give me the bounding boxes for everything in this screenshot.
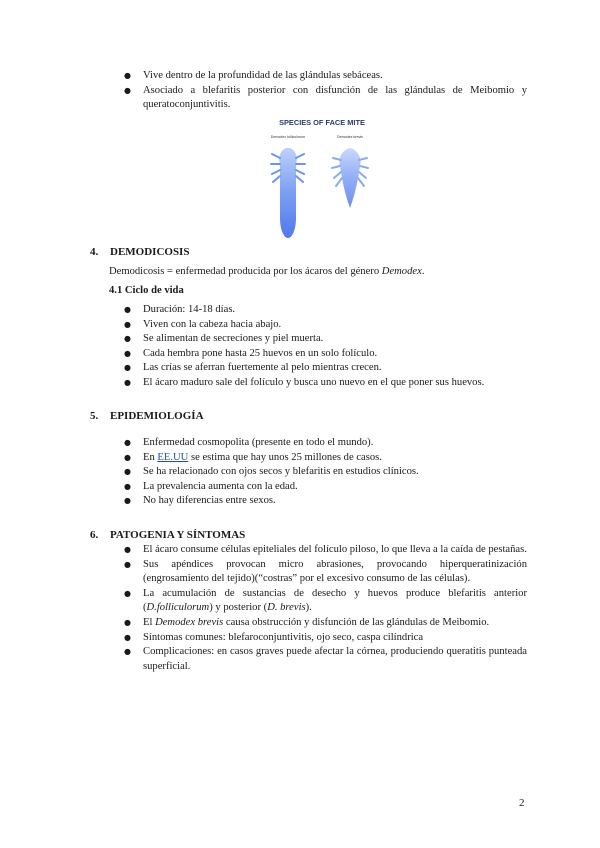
section-number: 6. <box>90 529 99 541</box>
text: El <box>143 616 156 628</box>
list-item: ● Vive dentro de la profundidad de las glándulas sebáceas. <box>108 69 527 84</box>
section-6-heading <box>90 529 245 541</box>
list-item: ● Sus apéndices provocan micro abrasiones, provocando hiperqueratinización (engrosamiento del tejido)(“costras” por el excesivo consumo de las células). <box>108 558 527 587</box>
definition-genus: Demodex <box>381 266 422 277</box>
list-item <box>108 616 527 631</box>
section-4-definition <box>109 266 424 277</box>
list-item: ● Se alimentan de secreciones y piel muerta. <box>108 332 527 347</box>
definition-text: Demodicosis = enfermedad producida por los ácaros del género <box>109 266 382 277</box>
text: ). <box>305 602 312 614</box>
list-item: ● La prevalencia aumenta con la edad. <box>108 480 527 495</box>
face-mite-figure <box>262 118 382 240</box>
species-name: Demodex brevis <box>155 616 224 628</box>
list-item: ● Síntomas comunes: blefaroconjuntivitis, ojo seco, caspa cilíndrica <box>108 631 527 646</box>
text: ) y posterior ( <box>209 602 268 614</box>
list-item: ● Complicaciones: en casos graves puede afectar la córnea, produciendo queratitis punteada superficial. <box>108 645 527 674</box>
section-title: DEMODICOSIS <box>110 246 190 258</box>
figure-title: SPECIES OF FACE MITE <box>279 118 365 127</box>
section-5-heading <box>90 410 204 422</box>
list-item: ● Las crías se aferran fuertemente al pelo mientras crecen. <box>108 361 527 376</box>
figure-label-folliculorum: Demodex folliculorum <box>270 135 306 139</box>
section-5-bullet-list <box>108 436 527 509</box>
list-item <box>108 587 527 616</box>
figure-label-brevis: Demodex brevis <box>337 135 363 139</box>
list-item: ● Asociado a blefaritis posterior con disfunción de las glándulas de Meibomio y queratoconjuntivitis. <box>108 84 527 113</box>
subsection-4-1-heading: 4.1 Ciclo de vida <box>109 285 184 296</box>
list-item <box>108 451 527 466</box>
section-4-bullet-list <box>108 303 527 391</box>
list-item: ● Cada hembra pone hasta 25 huevos en un solo folículo. <box>108 347 527 362</box>
mite-illustration <box>262 118 382 240</box>
species-name: D.folliculorum <box>146 602 210 614</box>
text: se estima que hay unos 25 millones de casos. <box>188 451 382 463</box>
list-item: ● Enfermedad cosmopolita (presente en todo el mundo). <box>108 436 527 451</box>
text: causa obstrucción y disfunción de las glándulas de Meibomio. <box>223 616 490 628</box>
list-item: ● Viven con la cabeza hacia abajo. <box>108 318 527 333</box>
section-title: EPIDEMIOLOGÍA <box>110 410 204 422</box>
species-name: D. brevis <box>267 602 306 614</box>
list-item: ● Se ha relacionado con ojos secos y blefaritis en estudios clínicos. <box>108 465 527 480</box>
text: En <box>143 451 158 463</box>
section-number: 4. <box>90 246 99 258</box>
section-4-heading <box>90 246 189 258</box>
text: La acumulación de sustancias de desecho y huevos produce blefaritis anterior ( <box>143 587 527 614</box>
section-6-bullet-list <box>108 543 527 674</box>
demodex-brevis-mite <box>332 148 368 208</box>
list-item: ● El ácaro maduro sale del folículo y busca uno nuevo en el que poner sus huevos. <box>108 376 527 391</box>
definition-end: . <box>421 266 425 277</box>
top-bullet-list <box>108 69 527 113</box>
demodex-folliculorum-mite <box>271 148 305 238</box>
list-item: ● No hay diferencias entre sexos. <box>108 494 527 509</box>
section-number: 5. <box>90 410 99 422</box>
usa-link[interactable]: EE.UU <box>157 451 189 463</box>
section-title: PATOGENIA Y SÍNTOMAS <box>110 529 246 541</box>
list-item: ● El ácaro consume células epiteliales del folículo piloso, lo que lleva a la caída de pestañas. <box>108 543 527 558</box>
page-number: 2 <box>519 797 525 809</box>
list-item: ● Duración: 14-18 días. <box>108 303 527 318</box>
